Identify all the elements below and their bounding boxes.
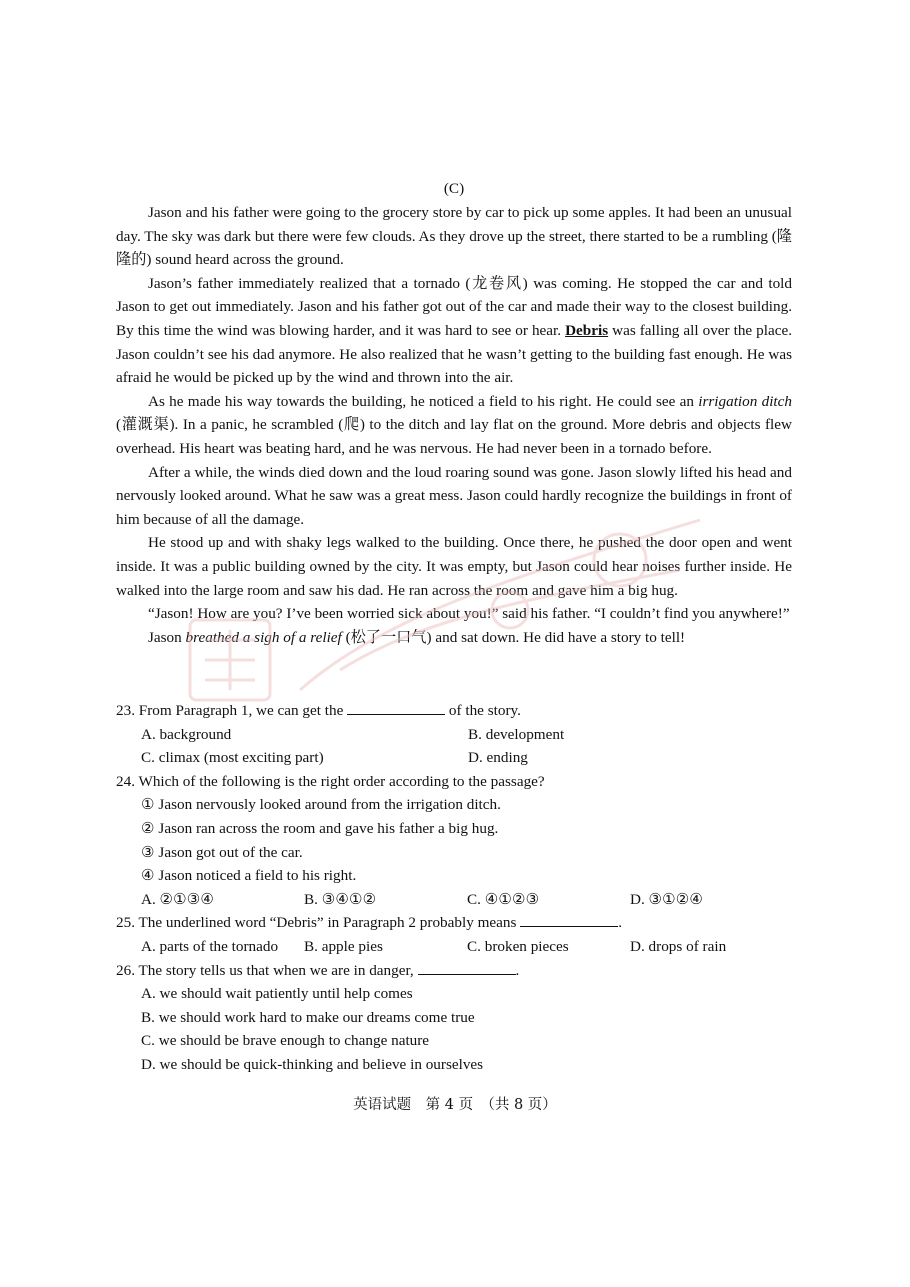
paragraph-2-text-b: was falling all over the place. Jason couldn’t see his dad anymore. He also realized that he wasn’t getting to the building fast enough. He was afraid he would be picked up by the wind and thrown into the air. (116, 321, 792, 387)
paragraph-3 (116, 390, 792, 461)
paragraph-7-text-b: (松了一口气) and sat down. He did have a story to tell! (341, 628, 686, 646)
option-25-a: A. parts of the tornado (141, 937, 279, 955)
paragraph-1: Jason and his father were going to the grocery store by car to pick up some apples. It had been an unusual day. The sky was dark but there were few clouds. As they drove up the street, there started to be a rumbling (隆隆的) sound heard across the ground. (116, 204, 792, 269)
option-25-d: D. drops of rain (630, 937, 727, 955)
question-23-stem-b: of the story. (445, 702, 521, 719)
answer-blank-23 (347, 700, 445, 715)
paragraph-3-text-b: (灌溉渠). In a panic, he scrambled (爬) to the ditch and lay flat on the ground. More debris and objects flew overhead. His heart was beating hard, and he was nervous. He had never been in a tornado before. (116, 416, 792, 457)
option-23-c: C. climax (most exciting part) (141, 749, 324, 767)
question-26-stem-b: . (515, 961, 520, 979)
question-23-options-row-2 (116, 746, 792, 770)
question-23 (116, 699, 792, 723)
option-26-d: D. we should be quick-thinking and believe in ourselves (141, 1055, 484, 1073)
option-26-c: C. we should be brave enough to change nature (141, 1032, 430, 1050)
option-23-d: D. ending (468, 749, 528, 767)
reading-passage (116, 201, 792, 649)
questions-section (116, 699, 792, 1077)
underlined-word-debris: Debris (565, 321, 609, 339)
option-26-a: A. we should wait patiently until help comes (141, 985, 413, 1003)
answer-blank-26 (418, 960, 516, 975)
paragraph-5: He stood up and with shaky legs walked to the building. Once there, he pushed the door open and went inside. It was a public building owned by the city. It was empty, but Jason could hear noises further inside. He walked into the large room and saw his dad. He ran across the room and gave him a big hug. (116, 534, 792, 599)
paragraph-6: “Jason! How are you? I’ve been worried sick about you!” said his father. “I couldn’t find you anywhere!” (148, 605, 790, 623)
question-25-options (116, 935, 792, 959)
option-25-c: C. broken pieces (467, 937, 569, 955)
option-24-c: C. ④①②③ (467, 890, 540, 908)
question-25-stem-b: . (618, 914, 622, 932)
question-24-options (116, 888, 792, 912)
section-label: (C) (443, 180, 465, 197)
option-24-d: D. ③①②④ (630, 890, 704, 908)
question-25-stem-a: 25. The underlined word “Debris” in Paragraph 2 probably means (116, 914, 521, 932)
option-23-b: B. development (468, 725, 565, 743)
option-24-b: B. ③④①② (304, 890, 377, 908)
answer-blank-25 (520, 912, 618, 927)
paragraph-2 (116, 272, 792, 390)
question-23-stem-a: 23. From Paragraph 1, we can get the (116, 702, 348, 719)
paragraph-3-text-a: As he made his way towards the building, he noticed a field to his right. He could see an (148, 392, 699, 410)
page-footer: 英语试题 第 4 页 （共 8 页） (353, 1097, 557, 1113)
italic-phrase-irrigation-ditch: irrigation ditch (698, 392, 792, 410)
question-26-stem-a: 26. The story tells us that when we are in danger, (116, 961, 418, 979)
paragraph-2-text-a: Jason’s father immediately realized that a tornado (龙卷风) was coming. He stopped the car and told Jason to get out immediately. Jason and his father got out of the car and made their way to the closest building. By this time the wind was blowing harder, and it was hard to see or hear. (116, 274, 792, 339)
paragraph-4: After a while, the winds died down and the loud roaring sound was gone. Jason slowly lifted his head and nervously looked around. What he saw was a great mess. Jason could hardly recognize the buildings in front of him because of all the damage. (116, 463, 792, 528)
question-23-options-row-1 (116, 723, 792, 747)
event-2: ② Jason ran across the room and gave his father a big hug. (141, 819, 499, 837)
question-26 (116, 959, 792, 983)
option-24-a: A. ②①③④ (141, 890, 215, 908)
italic-phrase-sigh-of-relief: breathed a sigh of a relief (185, 628, 342, 646)
option-25-b: B. apple pies (304, 937, 383, 955)
question-24: 24. Which of the following is the right order according to the passage? (116, 772, 545, 790)
event-1: ① Jason nervously looked around from the irrigation ditch. (141, 796, 501, 814)
event-4: ④ Jason noticed a field to his right. (141, 867, 357, 885)
option-23-a: A. background (141, 725, 232, 743)
paragraph-7 (116, 626, 792, 650)
question-25 (116, 911, 792, 935)
event-3: ③ Jason got out of the car. (141, 843, 303, 861)
paragraph-7-text-a: Jason (148, 628, 186, 646)
option-26-b: B. we should work hard to make our dreams come true (141, 1008, 475, 1026)
